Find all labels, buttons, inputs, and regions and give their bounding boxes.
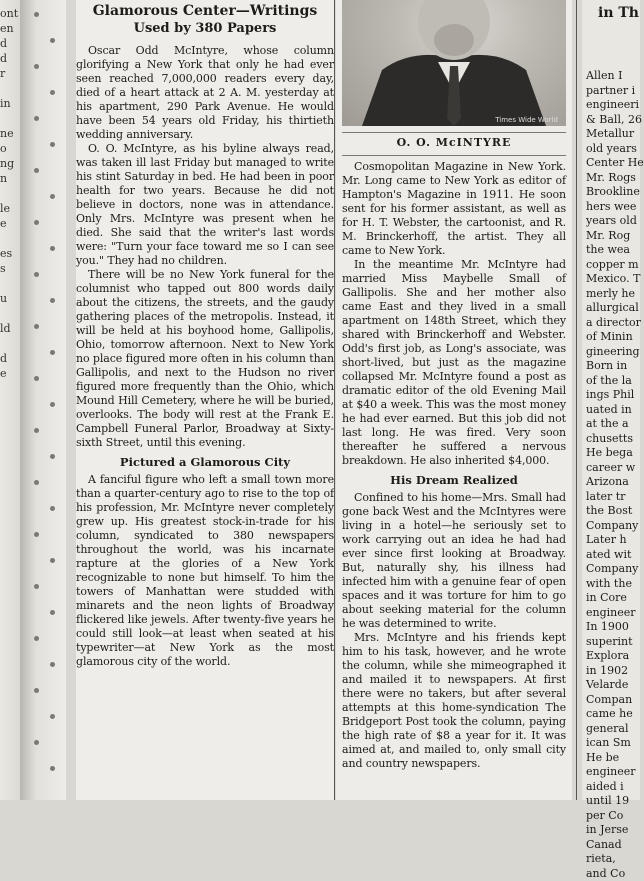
adjacent-page-fragment: s: [0, 261, 20, 276]
right-column-line: aided i: [586, 780, 640, 795]
right-column-line: partner i: [586, 84, 640, 99]
headline-line-1: Glamorous Center—Writings: [76, 0, 334, 20]
adjacent-page-fragment: [0, 81, 20, 96]
binding-hole: [34, 168, 39, 173]
portrait-illustration: [342, 0, 566, 126]
right-column-line: at the a: [586, 417, 640, 432]
right-column-line: Mr. Rog: [586, 229, 640, 244]
adjacent-page-fragment: o: [0, 141, 20, 156]
adjacent-page-edge: [0, 0, 21, 800]
right-column-line: in 1902: [586, 664, 640, 679]
adjacent-page-fragment: [0, 231, 20, 246]
right-column-line: Brookline: [586, 185, 640, 200]
adjacent-page-fragment: d: [0, 36, 20, 51]
right-column-line: Mr. Rogs: [586, 171, 640, 186]
article-paragraph: O. O. McIntyre, as his byline always read, was taken ill last Friday but managed to write his stint Saturday in bed. He had been in poor health for two years. Because he did not believe in doctors, none was in attendance. Only Mrs. McIntyre was present when he died. She said that the writer's last words were: "Turn your face toward me so I can see you." They had no children.: [76, 142, 334, 268]
adjacent-page-fragment: n: [0, 171, 20, 186]
binding-hole: [50, 402, 55, 407]
adjacent-page-fragment: r: [0, 66, 20, 81]
right-column-line: hers wee: [586, 200, 640, 215]
right-column-line: and Co: [586, 867, 640, 881]
adjacent-page-fragment: [0, 276, 20, 291]
binding-holes: [28, 0, 64, 800]
right-column-heading: in Th: [582, 0, 640, 21]
binding-hole: [34, 116, 39, 121]
adjacent-page-fragment: ne: [0, 126, 20, 141]
right-column-line: Compan: [586, 693, 640, 708]
binding-hole: [34, 688, 39, 693]
binding-hole: [34, 428, 39, 433]
right-column-line: career w: [586, 461, 640, 476]
right-column-line: He bega: [586, 446, 640, 461]
binding-hole: [34, 12, 39, 17]
binding-hole: [34, 584, 39, 589]
binding-hole: [50, 350, 55, 355]
photo-credit: Times Wide World: [495, 116, 558, 124]
right-column-line: He be: [586, 751, 640, 766]
binding-hole: [34, 64, 39, 69]
right-column-line: with the: [586, 577, 640, 592]
binding-hole: [34, 272, 39, 277]
right-column-line: Arizona: [586, 475, 640, 490]
right-column-line: in Jerse: [586, 823, 640, 838]
adjacent-page-fragment: le: [0, 201, 20, 216]
binding-hole: [34, 376, 39, 381]
binding-hole: [50, 38, 55, 43]
binding-hole: [34, 480, 39, 485]
right-column-line: Explora: [586, 649, 640, 664]
right-column-line: copper m: [586, 258, 640, 273]
binding-hole: [50, 142, 55, 147]
photo-column: [336, 0, 572, 800]
right-column-line: In 1900: [586, 620, 640, 635]
article-subhead: Pictured a Glamorous City: [76, 454, 334, 470]
right-column-line: the wea: [586, 243, 640, 258]
adjacent-page-fragment: d: [0, 51, 20, 66]
adjacent-page-fragment: [0, 186, 20, 201]
right-column-line: Canad: [586, 838, 640, 853]
binding-hole: [50, 558, 55, 563]
right-column-line: of Minin: [586, 330, 640, 345]
adjacent-page-fragment: ld: [0, 321, 20, 336]
binding-hole: [50, 714, 55, 719]
right-partial-column: [582, 0, 640, 800]
binding-hole: [50, 766, 55, 771]
right-column-line: engineeri: [586, 98, 640, 113]
right-column-line: Center He: [586, 156, 640, 171]
adjacent-page-fragments: [0, 0, 20, 381]
right-column-line: per Co: [586, 809, 640, 824]
binding-hole: [50, 454, 55, 459]
right-column-line: Allen I: [586, 69, 640, 84]
right-column-line: engineer: [586, 606, 640, 621]
right-column-line: came he: [586, 707, 640, 722]
right-column-line: chusetts: [586, 432, 640, 447]
right-column-line: ated wit: [586, 548, 640, 563]
right-column-line: until 19: [586, 794, 640, 809]
adjacent-page-fragment: en: [0, 21, 20, 36]
binding-hole: [50, 662, 55, 667]
adjacent-page-fragment: es: [0, 246, 20, 261]
adjacent-page-fragment: [0, 111, 20, 126]
right-column-line: later tr: [586, 490, 640, 505]
right-column-line: the Bost: [586, 504, 640, 519]
binding-hole: [50, 506, 55, 511]
adjacent-page-fragment: e: [0, 366, 20, 381]
right-column-line: Mexico. T: [586, 272, 640, 287]
right-column-line: a director: [586, 316, 640, 331]
right-column-line: Company: [586, 562, 640, 577]
right-column-line: allurgical: [586, 301, 640, 316]
right-column-line: ican Sm: [586, 736, 640, 751]
right-column-line: old years: [586, 142, 640, 157]
right-column-line: gineering: [586, 345, 640, 360]
right-column-line: Later h: [586, 533, 640, 548]
photo-caption: O. O. McINTYRE: [342, 132, 566, 156]
binding-hole: [34, 220, 39, 225]
binding-hole: [50, 194, 55, 199]
right-column-line: years old: [586, 214, 640, 229]
right-column-lines: [582, 69, 640, 881]
right-column-line: uated in: [586, 403, 640, 418]
binding-hole: [50, 246, 55, 251]
column-paragraph: In the meantime Mr. McIntyre had married Miss Maybelle Small of Gallipolis. She and her mother also came East and they lived in a small apartment on 148th Street, which they shared with Brinckerhoff and Webster. Odd's first job, as Long's associate, was short-lived, but just as the magazine collapsed Mr. McIntyre found a post as dramatic editor of the old Evening Mail at $40 a week. This was the most money he had ever earned. But this job did not last long. He was fired. Very soon thereafter he suffered a nervous breakdown. He also inherited $4,000.: [342, 258, 566, 468]
binding-hole: [50, 90, 55, 95]
column-paragraph: Mrs. McIntyre and his friends kept him to his task, however, and he wrote the column, while she mimeographed it and mailed it to newspapers. At first there were no takers, but after several attempts at this home-syndication The Bridgeport Post took the column, paying the high rate of $8 a year for it. It was aimed at, and mailed to, only small city and country newspapers.: [342, 631, 566, 771]
adjacent-page-fragment: [0, 336, 20, 351]
adjacent-page-fragment: ng: [0, 156, 20, 171]
right-column-line: Born in: [586, 359, 640, 374]
portrait-photo: [342, 0, 566, 126]
adjacent-page-fragment: d: [0, 351, 20, 366]
adjacent-page-fragment: u: [0, 291, 20, 306]
right-column-line: Metallur: [586, 127, 640, 142]
adjacent-page-fragment: e: [0, 216, 20, 231]
article-paragraph: Oscar Odd McIntyre, whose column glorifying a New York that only he had ever seen reached 7,000,000 readers every day, died of a heart attack at 2 A. M. yesterday at his apartment, 290 Park Avenue. He would have been 54 years old Friday, his thirtieth wedding anniversary.: [76, 44, 334, 142]
column-rule: [576, 0, 577, 800]
article-paragraph: There will be no New York funeral for the columnist who tapped out 800 words daily about the citizens, the streets, and the gaudy gathering places of the metropolis. Instead, it will be held at his boyhood home, Gallipolis, Ohio, tomorrow afternoon. Next to New York no place figured more often in his column than Gallipolis, and next to the Hudson no river figured more frequently than the Ohio, which Mound Hill Cemetery, where he will be buried, overlooks. The body will rest at the Frank E. Campbell Funeral Parlor, Broadway at Sixty-sixth Street, until this evening.: [76, 268, 334, 450]
right-column-line: & Ball, 26: [586, 113, 640, 128]
binding-hole: [34, 532, 39, 537]
binding-hole: [50, 298, 55, 303]
article-paragraph: A fanciful figure who left a small town more than a quarter-century ago to rise to the top of his profession, Mr. McIntyre never completely grew up. His greatest stock-in-trade for his column, syndicated to 380 newspapers throughout the world, was his incarnate rapture at the glories of a New York recognizable to none but himself. To him the towers of Manhattan were studded with minarets and the neon lights of Broadway flickered like jewels. After twenty-five years he could still look—at least when seated at his typewriter—at New York as the most glamorous city of the world.: [76, 473, 334, 669]
right-column-line: Company: [586, 519, 640, 534]
column-subhead: His Dream Realized: [336, 472, 572, 488]
right-column-line: engineer: [586, 765, 640, 780]
headline-line-2: Used by 380 Papers: [76, 20, 334, 37]
column-paragraph: Confined to his home—Mrs. Small had gone back West and the McIntyres were living in a hotel—he seriously set to work carrying out an idea he had had ever since first looking at Broadway. But, naturally shy, his illness had infected him with a genuine fear of open spaces and it was torture for him to go about seeking material for the column he was determined to write.: [342, 491, 566, 631]
right-column-line: in Core: [586, 591, 640, 606]
binding-hole: [34, 636, 39, 641]
right-column-line: rieta,: [586, 852, 640, 867]
right-column-line: merly he: [586, 287, 640, 302]
right-column-line: superint: [586, 635, 640, 650]
right-column-line: Velarde: [586, 678, 640, 693]
right-column-line: general: [586, 722, 640, 737]
right-column-line: of the la: [586, 374, 640, 389]
binding-hole: [34, 324, 39, 329]
adjacent-page-fragment: in: [0, 96, 20, 111]
column-rule: [334, 0, 335, 800]
article-column: [76, 0, 334, 800]
binding-hole: [50, 610, 55, 615]
adjacent-page-fragment: ont: [0, 6, 20, 21]
column-paragraph: Cosmopolitan Magazine in New York. Mr. Long came to New York as editor of Hampton's Magazine in 1911. He soon sent for his former assistant, as well as for H. T. Webster, the cartoonist, and R. M. Brinckerhoff, the artist. They all came to New York.: [342, 160, 566, 258]
binding-hole: [34, 740, 39, 745]
right-column-line: ings Phil: [586, 388, 640, 403]
adjacent-page-fragment: [0, 306, 20, 321]
